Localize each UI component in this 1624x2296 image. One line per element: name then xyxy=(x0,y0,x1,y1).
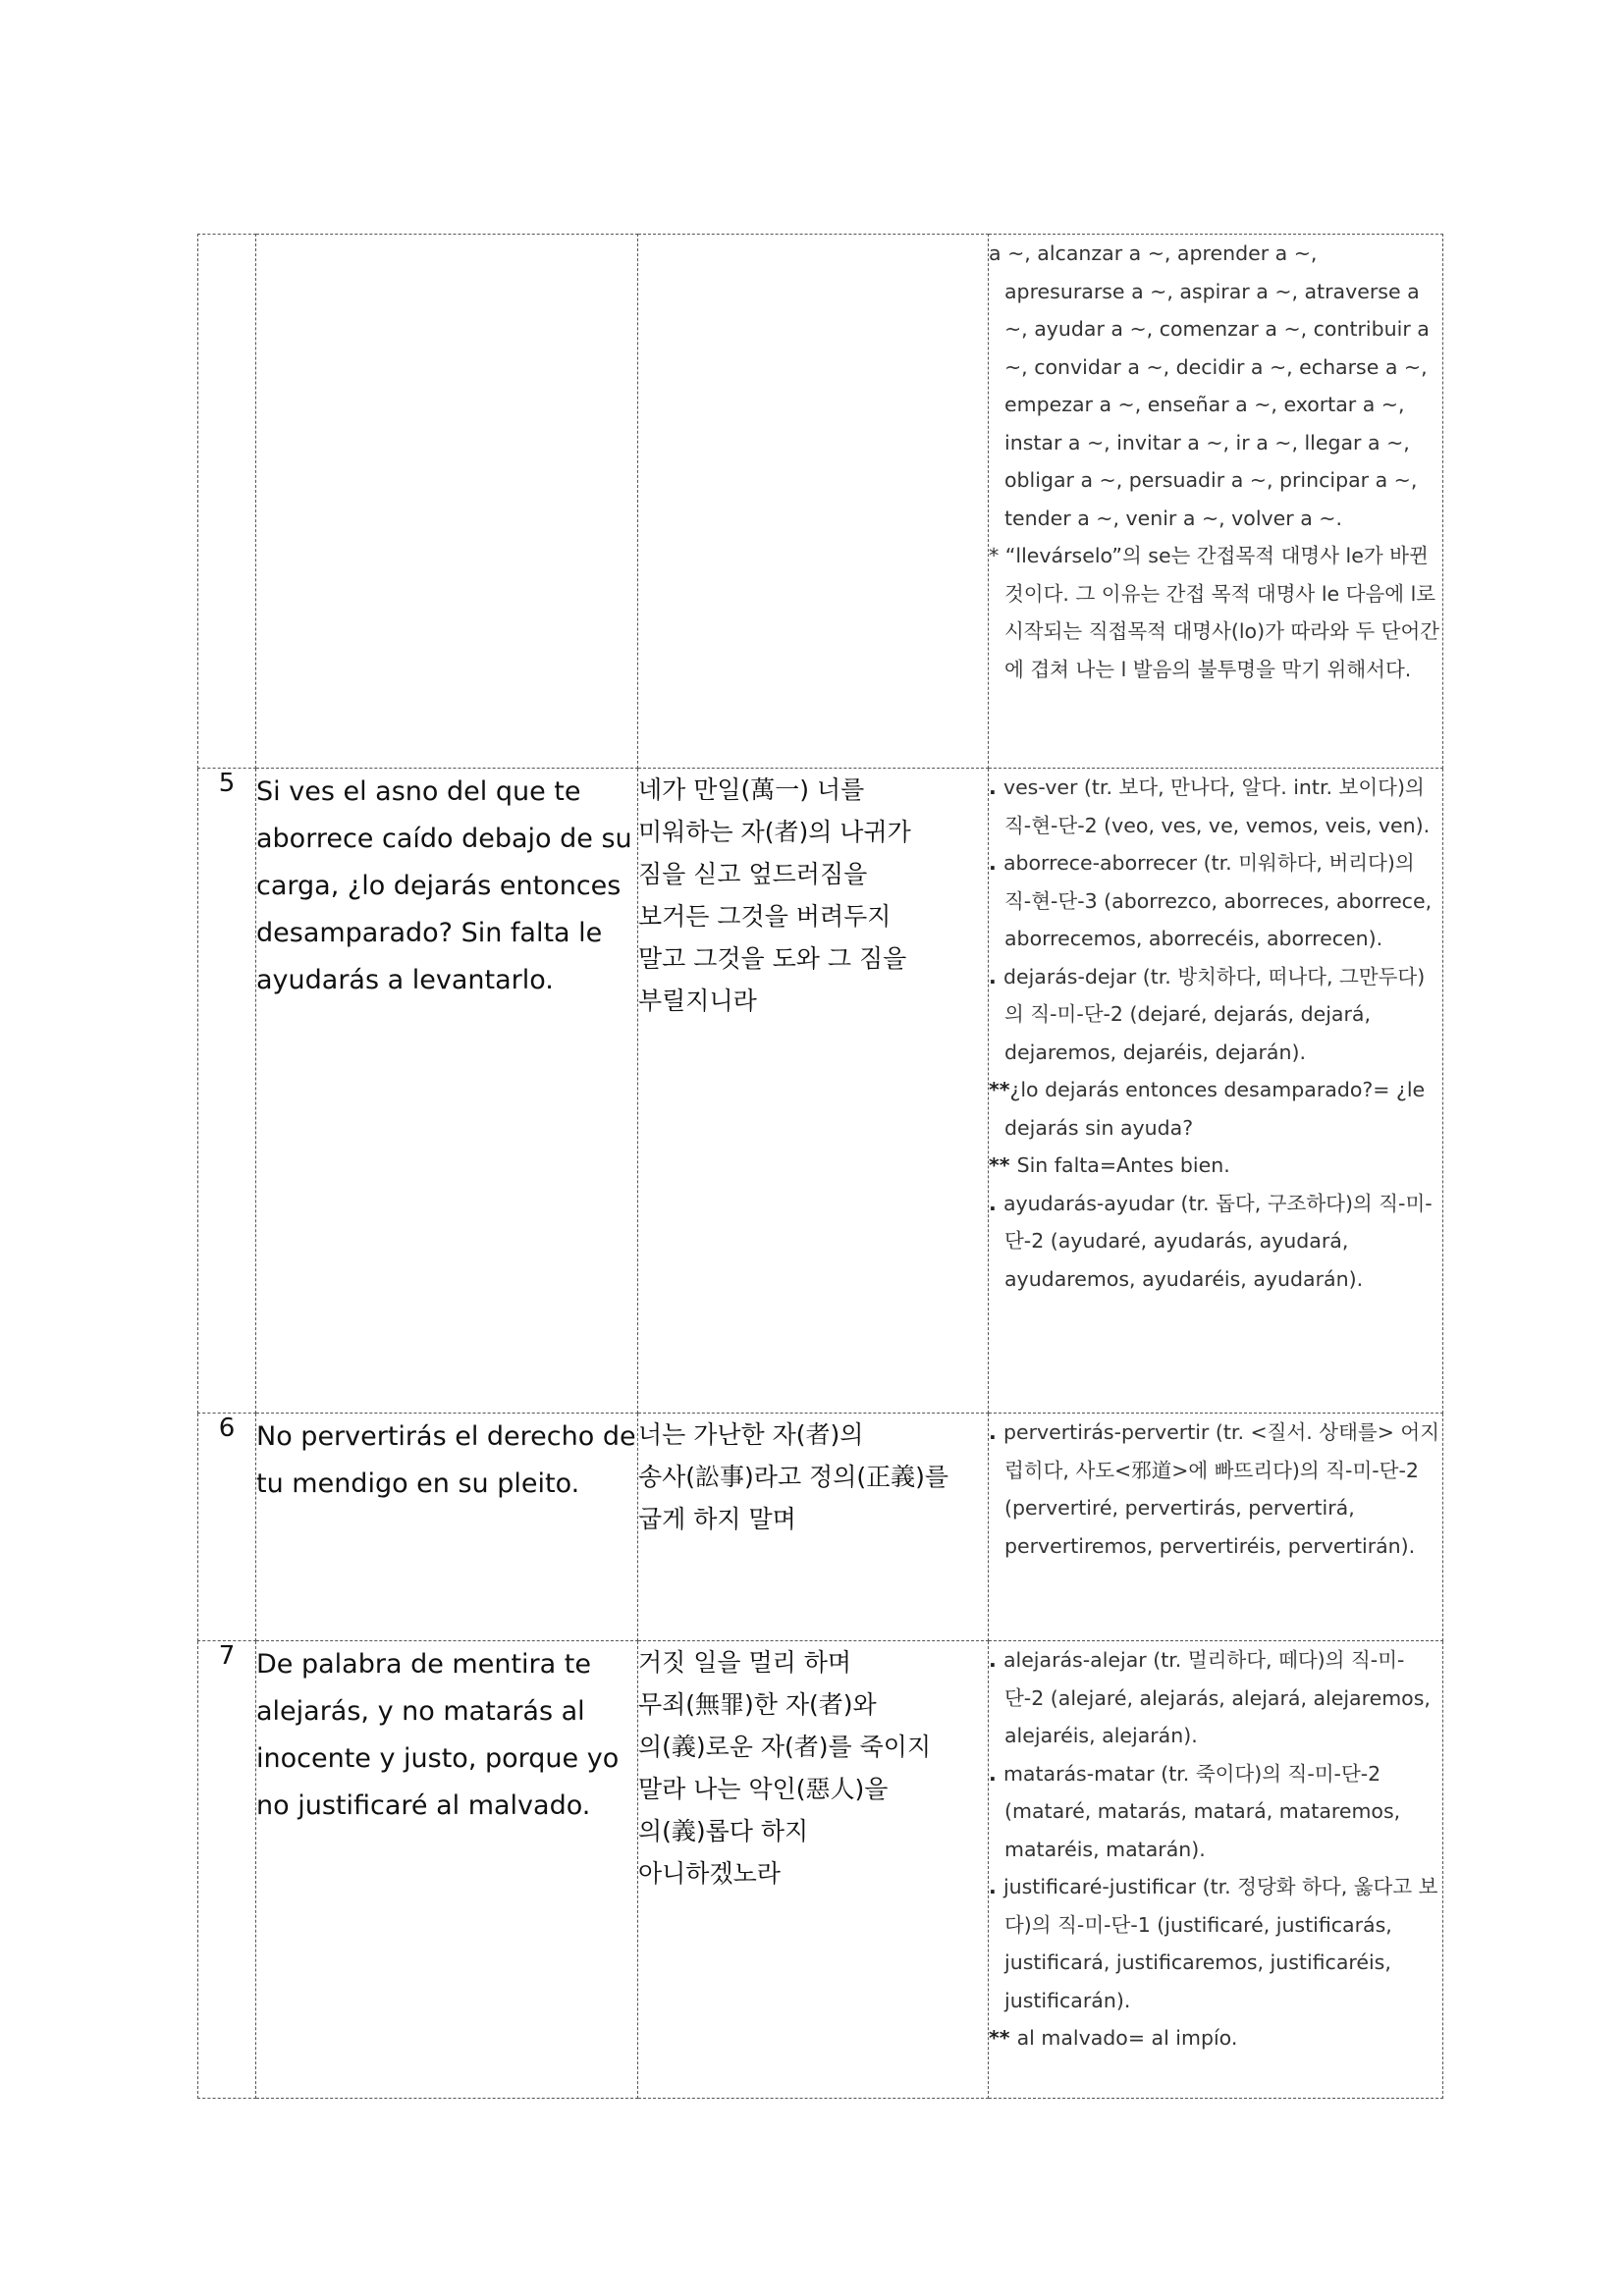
verse-number-cell: 6 xyxy=(198,1414,256,1641)
grammar-note: . ves-ver (tr. 보다, 만나다, 알다. intr. 보이다)의 직-현-단-2 (veo, ves, ve, vemos, veis, ven). xyxy=(989,775,1431,837)
grammar-note: ** Sin falta=Antes bien. xyxy=(989,1153,1230,1177)
spanish-text-cell: Si ves el asno del que te aborrece caído debajo de su carga, ¿lo dejarás entonces desamparado? Sin falta le ayudarás a levantarlo. xyxy=(256,769,638,1414)
grammar-note: . dejarás-dejar (tr. 방치하다, 떠나다, 그만두다)의 직-미-단-2 (dejaré, dejarás, dejará, dejaremos, dejaréis, dejarán). xyxy=(989,964,1426,1064)
verse-number-cell: 7 xyxy=(198,1641,256,2099)
grammar-note: . pervertirás-pervertir (tr. <질서. 상태를> 어지럽히다, 사도<邪道>에 빠뜨리다)의 직-미-단-2 (pervertiré, pervertirás, pervertirá, pervertiremos, pervertiréis, pervertirán). xyxy=(989,1420,1440,1558)
korean-text-cell xyxy=(638,235,989,769)
table-row xyxy=(198,1641,1443,2099)
verse-number-cell: 5 xyxy=(198,769,256,1414)
grammar-notes-cell xyxy=(989,1641,1443,2099)
grammar-note: . alejarás-alejar (tr. 멀리하다, 떼다)의 직-미-단-2 (alejaré, alejarás, alejará, alejaremos, alejaréis, alejarán). xyxy=(989,1648,1431,1747)
table-row xyxy=(198,235,1443,769)
verse-table xyxy=(197,234,1443,2099)
grammar-notes-cell xyxy=(989,1414,1443,1641)
korean-text-cell: 너는 가난한 자(者)의 송사(訟事)라고 정의(正義)를 굽게 하지 말며 xyxy=(638,1414,989,1641)
korean-text-cell: 거짓 일을 멀리 하며 무죄(無罪)한 자(者)와 의(義)로운 자(者)를 죽이지 말라 나는 악인(惡人)을 의(義)롭다 하지 아니하겠노라 xyxy=(638,1641,989,2099)
grammar-note: . aborrece-aborrecer (tr. 미워하다, 버리다)의 직-현-단-3 (aborrezco, aborreces, aborrece, aborrecemos, aborrecéis, aborrecen). xyxy=(989,851,1433,950)
grammar-note: * “llevárselo”의 se는 간접목적 대명사 le가 바뀐 것이다. 그 이유는 간접 목적 대명사 le 다음에 l로 시작되는 직접목적 대명사(lo)가 따라와 두 단어간에 겹쳐 나는 l 발음의 불투명을 막기 위해서다. xyxy=(989,544,1440,681)
grammar-note: . justificaré-justificar (tr. 정당화 하다, 옳다고 보다)의 직-미-단-1 (justificaré, justificarás, justificará, justificaremos, justificaréis, justificarán). xyxy=(989,1875,1438,2012)
table-row xyxy=(198,1414,1443,1641)
spanish-text-cell: No pervertirás el derecho de tu mendigo en su pleito. xyxy=(256,1414,638,1641)
grammar-note: **¿lo dejarás entonces desamparado?= ¿le dejarás sin ayuda? xyxy=(989,1078,1426,1140)
grammar-notes-cell xyxy=(989,769,1443,1414)
grammar-note: ** al malvado= al impío. xyxy=(989,2026,1238,2050)
grammar-note: . ayudarás-ayudar (tr. 돕다, 구조하다)의 직-미-단-2 (ayudaré, ayudarás, ayudará, ayudaremos, ayudaréis, ayudarán). xyxy=(989,1191,1433,1291)
table-row xyxy=(198,769,1443,1414)
grammar-note: a ~, alcanzar a ~, aprender a ~, apresurarse a ~, aspirar a ~, atraverse a ~, ayudar a ~, comenzar a ~, contribuir a ~, convidar a ~, decidir a ~, echarse a ~, empezar a ~, enseñar a ~, exortar a ~, instar a ~, invitar a ~, ir a ~, llegar a ~, obligar a ~, persuadir a ~, principar a ~, tender a ~, venir a ~, volver a ~. xyxy=(989,241,1430,530)
korean-text-cell: 네가 만일(萬一) 너를 미워하는 자(者)의 나귀가 짐을 싣고 엎드러짐을 보거든 그것을 버려두지 말고 그것을 도와 그 짐을 부릴지니라 xyxy=(638,769,989,1414)
spanish-text-cell: De palabra de mentira te alejarás, y no matarás al inocente y justo, porque yo no justificaré al malvado. xyxy=(256,1641,638,2099)
verse-number-cell xyxy=(198,235,256,769)
grammar-note: . matarás-matar (tr. 죽이다)의 직-미-단-2 (mataré, matarás, matará, mataremos, mataréis, matarán). xyxy=(989,1761,1401,1861)
spanish-text-cell xyxy=(256,235,638,769)
grammar-notes-cell xyxy=(989,235,1443,769)
